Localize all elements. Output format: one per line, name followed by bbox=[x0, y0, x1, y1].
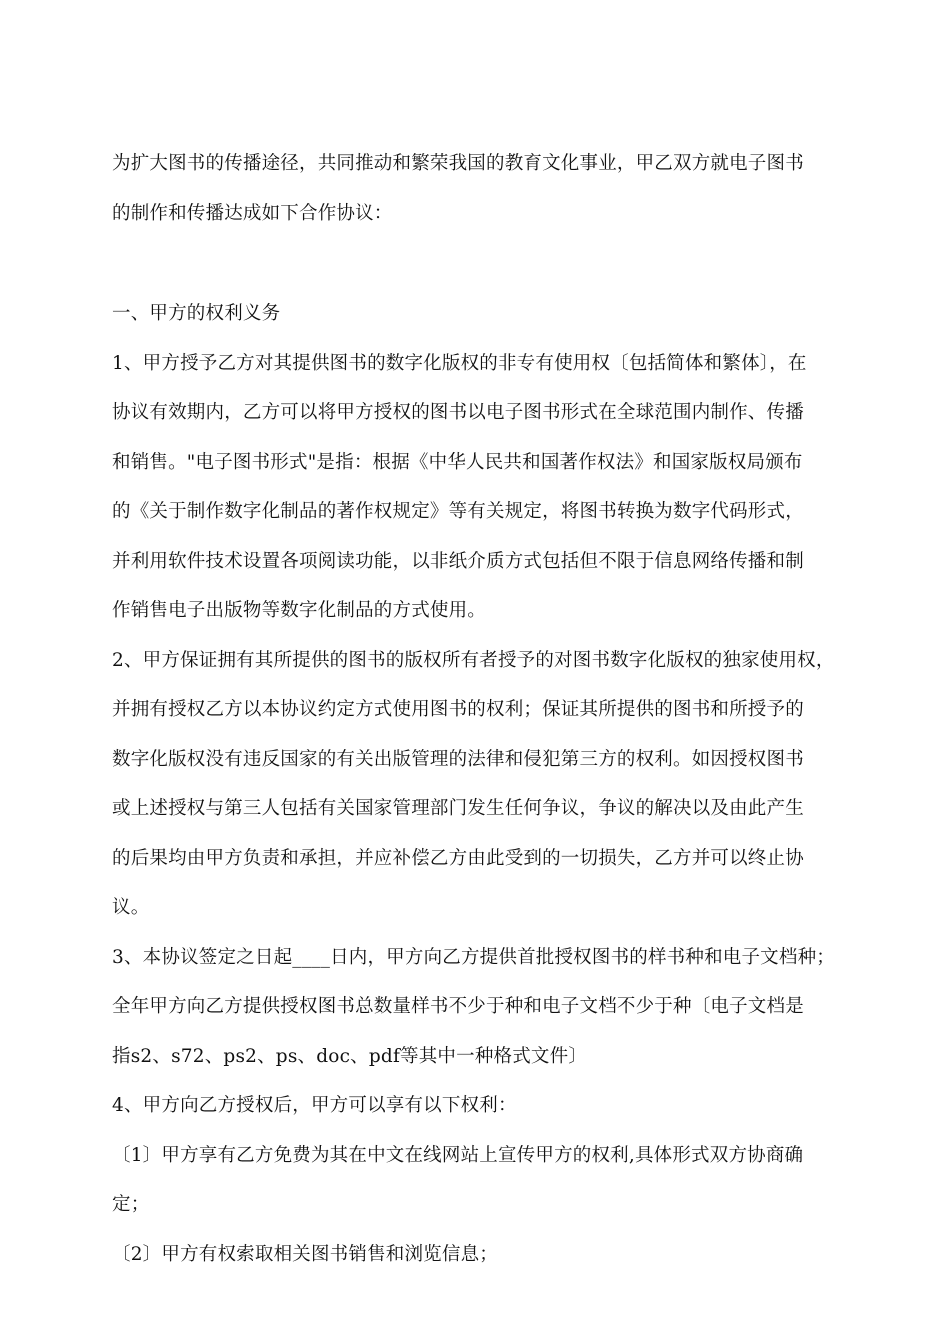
clause-1-line: 并利用软件技术设置各项阅读功能，以非纸介质方式包括但不限于信息网络传播和制 bbox=[112, 550, 804, 572]
section-heading: 一、甲方的权利义务 bbox=[112, 303, 281, 324]
clause-4-line: 4、甲方向乙方授权后，甲方可以享有以下权利： bbox=[112, 1095, 517, 1116]
clause-1-line: 作销售电子出版物等数字化制品的方式使用。 bbox=[112, 600, 487, 621]
intro-line: 为扩大图书的传播途径，共同推动和繁荣我国的教育文化事业，甲乙双方就电子图书 bbox=[112, 153, 804, 174]
intro-line: 的制作和传播达成如下合作协议： bbox=[112, 202, 393, 224]
clause-2-line: 2、甲方保证拥有其所提供的图书的版权所有者授予的对图书数字化版权的独家使用权， bbox=[112, 649, 835, 671]
sub-clause-2-line: 〔2〕甲方有权索取相关图书销售和浏览信息； bbox=[112, 1243, 498, 1265]
sub-clause-1-line: 〔1〕甲方享有乙方免费为其在中文在线网站上宣传甲方的权利,具体形式双方协商确 bbox=[112, 1144, 804, 1166]
clause-2-line: 并拥有授权乙方以本协议约定方式使用图书的权利；保证其所提供的图书和所授予的 bbox=[112, 699, 804, 720]
clause-3-line: 3、本协议签定之日起____日内，甲方向乙方提供首批授权图书的样书种和电子文档种； bbox=[112, 946, 835, 968]
sub-clause-1-line: 定； bbox=[112, 1194, 150, 1215]
clause-1-line: 1、甲方授予乙方对其提供图书的数字化版权的非专有使用权〔包括简体和繁体〕，在 bbox=[112, 352, 807, 374]
clause-2-line: 的后果均由甲方负责和承担，并应补偿乙方由此受到的一切损失，乙方并可以终止协 bbox=[112, 847, 804, 869]
clause-1-line: 的《关于制作数字化制品的著作权规定》等有关规定，将图书转换为数字代码形式， bbox=[112, 501, 804, 522]
section-rights-obligations bbox=[112, 289, 842, 1279]
clause-3-line: 全年甲方向乙方提供授权图书总数量样书不少于种和电子文档不少于种〔电子文档是 bbox=[112, 996, 804, 1017]
clause-3-line: 指s2、s72、ps2、ps、doc、pdf等其中一种格式文件〕 bbox=[112, 1045, 588, 1067]
clause-2-line: 数字化版权没有违反国家的有关出版管理的法律和侵犯第三方的权利。如因授权图书 bbox=[112, 748, 804, 770]
clause-1-line: 和销售。"电子图书形式"是指：根据《中华人民共和国著作权法》和国家版权局颁布 bbox=[112, 451, 803, 473]
clause-1-line: 协议有效期内，乙方可以将甲方授权的图书以电子图书形式在全球范围内制作、传播 bbox=[112, 402, 804, 423]
clause-2-line: 议。 bbox=[112, 897, 150, 918]
clause-2-line: 或上述授权与第三人包括有关国家管理部门发生任何争议，争议的解决以及由此产生 bbox=[112, 798, 804, 819]
intro-paragraph bbox=[112, 139, 842, 238]
